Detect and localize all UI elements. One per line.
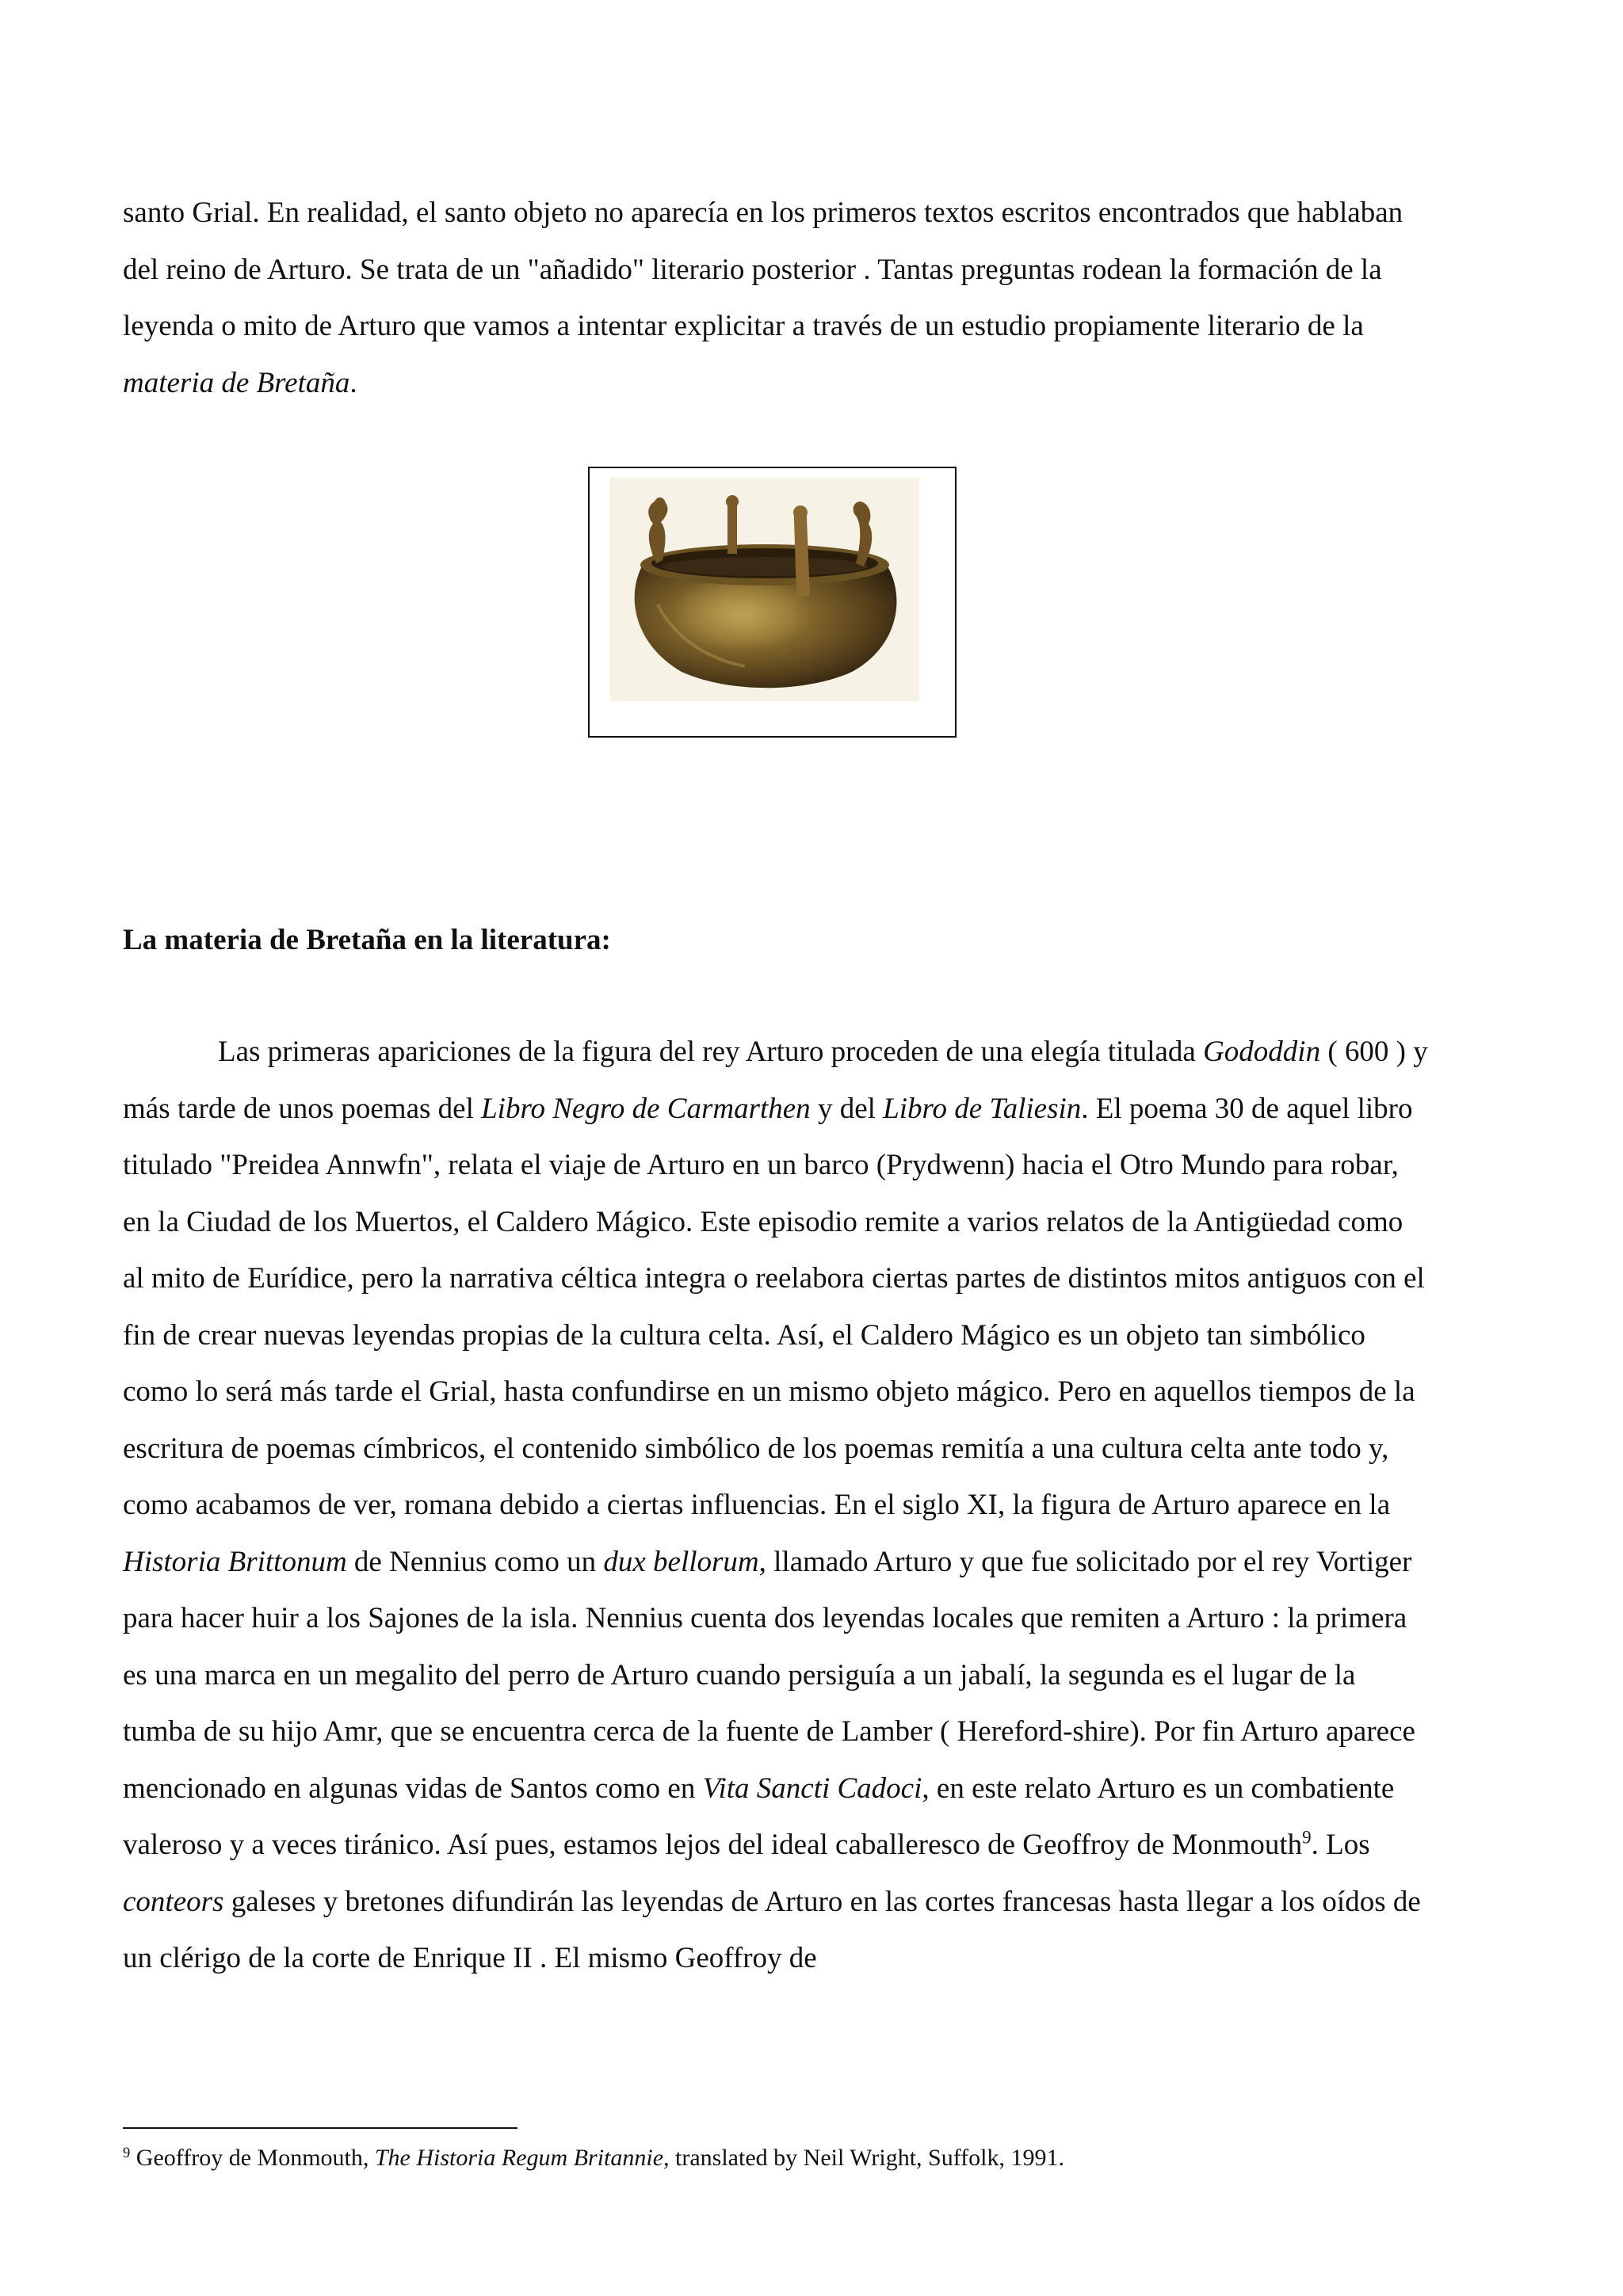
text-run: . Los (1311, 1829, 1370, 1861)
text-run: . El poema 30 de aquel libro titulado "Preidea Annwfn", relata el viaje de Arturo en un barco (Prydwenn) hacia el Otro Mundo para robar, en la Ciudad de los Muertos, el Caldero Mágico. Este episodio remite a varios relatos de la Antigüedad como al mito de Eurídice, pero la narrativa céltica integra o reelabora ciertas partes de distintos mitos antiguos con el fin de crear nuevas leyendas propias de la cultura celta. Así, el Caldero Mágico es un objeto tan simbólico como lo será más tarde el Grial, hasta confundirse en un mismo objeto mágico. Pero en aquellos tiempos de la escritura de poemas címbricos, el contenido simbólico de los poemas remitía a una cultura celta ante todo y, como acabamos de ver, romana debido a ciertas influencias. En el siglo XI, la figura de Arturo aparece en la (123, 1092, 1425, 1521)
text-run: santo Grial. En realidad, el santo objeto no aparecía en los primeros textos escritos encontrados que hablaban del reino de Arturo. Se trata de un "añadido" literario posterior . Tantas preguntas rodean la formación de la leyenda o mito de Arturo que vamos a intentar explicitar a través de un estudio propiamente literario de la (123, 196, 1403, 342)
text-run: galeses y bretones difundirán las leyendas de Arturo en las cortes francesas hasta llegar a los oídos de un clérigo de la corte de Enrique II . El mismo Geoffroy de (123, 1885, 1421, 1974)
cauldron-figure (588, 467, 957, 738)
paragraph-2 (123, 1024, 1430, 1987)
text-run: ( 600 ) y más tarde de unos poemas del (123, 1035, 1428, 1125)
italic-text: dux bellorum (603, 1545, 759, 1578)
italic-text: The Historia Regum Britannie (374, 2145, 664, 2171)
text-run: de Nennius como un (346, 1545, 604, 1578)
italic-text: Libro Negro de Carmarthen (481, 1092, 811, 1125)
footnote (123, 2139, 1470, 2177)
italic-text: Historia Brittonum (123, 1545, 347, 1578)
italic-text: Libro de Taliesin (883, 1092, 1082, 1125)
cauldron-image (610, 478, 919, 701)
footnote-reference[interactable]: 9 (1302, 1827, 1312, 1848)
text-run: y del (810, 1092, 884, 1125)
italic-text: materia de Bretaña (123, 366, 350, 399)
text-run: Las primeras apariciones de la figura del rey Arturo proceden de una elegía titulada (218, 1035, 1204, 1068)
italic-text: Gododdin (1203, 1035, 1321, 1068)
italic-text: conteors (123, 1885, 224, 1918)
paragraph-1 (123, 185, 1430, 411)
text-run: . (349, 366, 357, 399)
text-run: , llamado Arturo y que fue solicitado por el rey Vortiger para hacer huir a los Sajones de la isla. Nennius cuenta dos leyendas locales que remiten a Arturo : la primera es una marca en un megalito del perro de Arturo cuando persiguía a un jabalí, la segunda es el lugar de la tumba de su hijo Amr, que se encuentra cerca de la fuente de Lamber ( Hereford-shire). Por fin Arturo aparece mencionado en algunas vidas de Santos como en (123, 1545, 1415, 1805)
text-run: , en este relato Arturo es un combatiente valeroso y a veces tiránico. Así pues, estamos lejos del ideal caballeresco de Geoffroy de Monmouth (123, 1772, 1395, 1861)
text-run: Geoffroy de Monmouth, (130, 2145, 375, 2171)
footnote-number: 9 (123, 2144, 131, 2161)
text-run: , translated by Neil Wright, Suffolk, 1991. (663, 2145, 1064, 2171)
italic-text: Vita Sancti Cadoci (702, 1772, 922, 1805)
section-heading: La materia de Bretaña en la literatura: (123, 924, 611, 956)
footnote-separator (123, 2127, 517, 2129)
